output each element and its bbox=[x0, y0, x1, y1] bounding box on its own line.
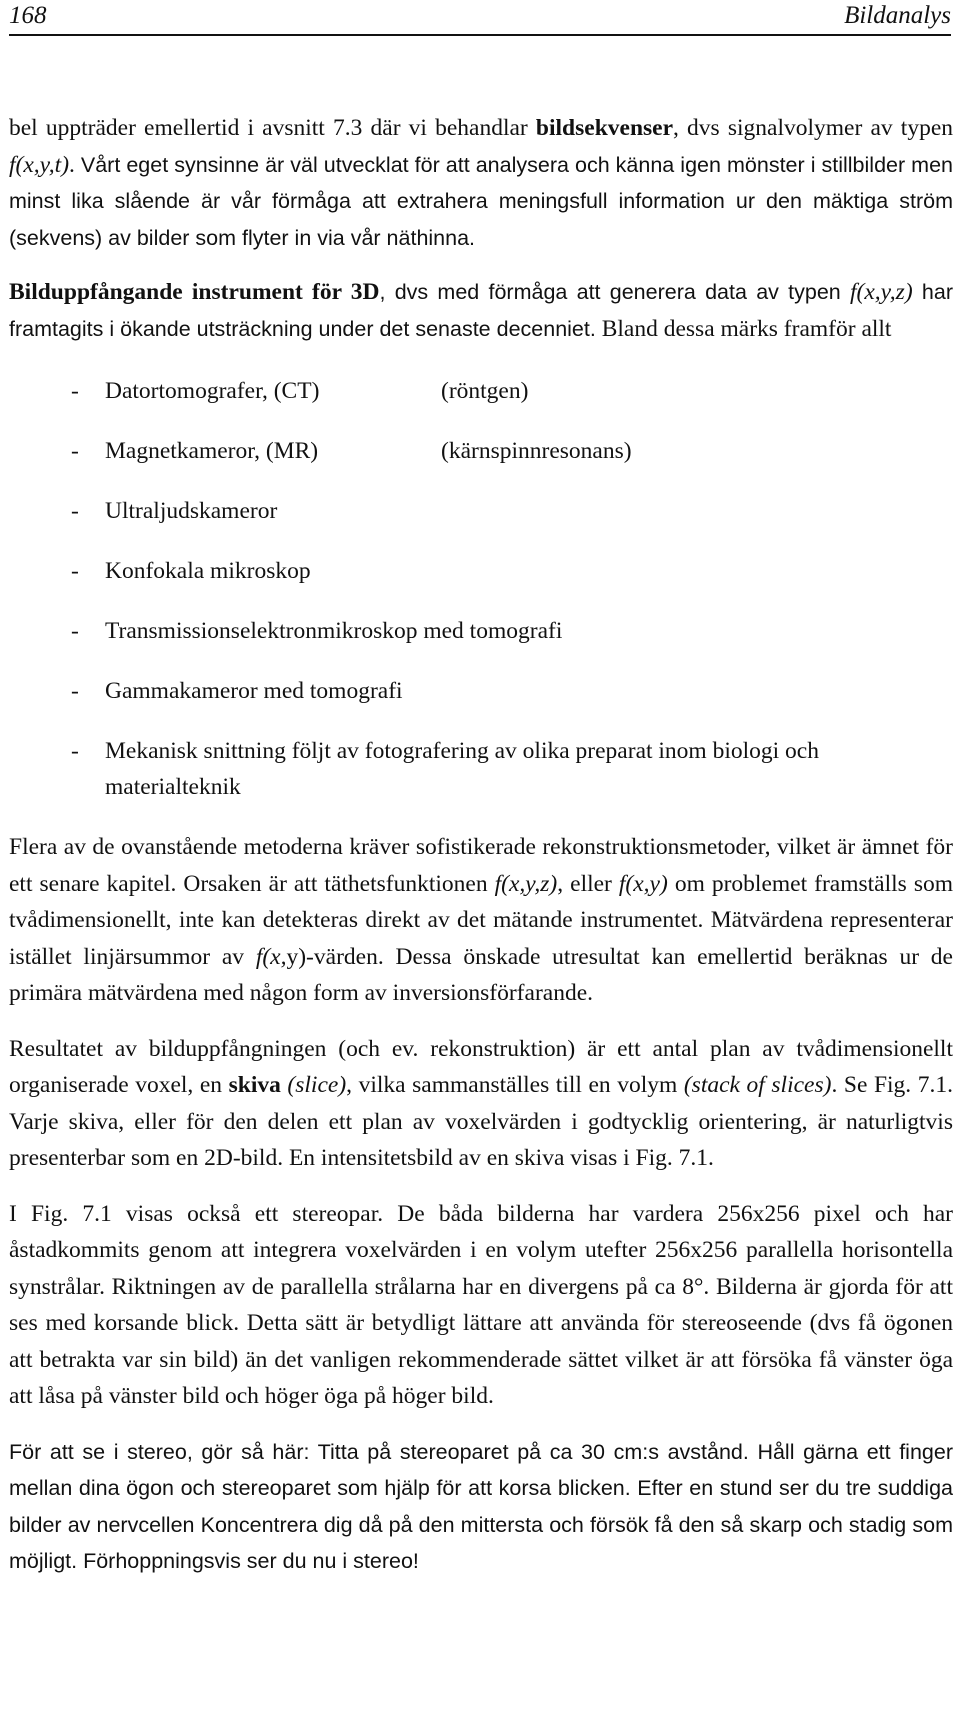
page-body bbox=[9, 110, 953, 1580]
list-item bbox=[9, 613, 953, 649]
list-item-name: Transmissionselektronmikroskop med tomografi bbox=[105, 618, 563, 644]
list-item-note: (kärnspinnresonans) bbox=[441, 438, 632, 464]
list-item-name: Mekanisk snittning följt av fotografering av olika preparat inom biologi och materialteknik bbox=[105, 738, 819, 800]
list-item bbox=[9, 433, 953, 469]
list-item bbox=[9, 673, 953, 709]
term-bildsekvenser: bildsekvenser bbox=[535, 115, 674, 141]
list-dash: - bbox=[71, 378, 79, 404]
instrument-list bbox=[9, 373, 953, 805]
list-dash: - bbox=[71, 618, 79, 644]
list-item bbox=[9, 493, 953, 529]
text-run: , dvs signalvolymer av typen bbox=[673, 115, 954, 141]
formula-fxyz: f(x,y,z) bbox=[494, 870, 558, 897]
list-item-name: Gammakameror med tomografi bbox=[105, 678, 403, 704]
term-3d-instruments: Bilduppfångande instrument för 3D bbox=[9, 279, 380, 305]
list-item-name: Magnetkameror, (MR) bbox=[105, 438, 319, 464]
text-run: bel uppträder emellertid i avsnitt 7.3 där vi behandlar bbox=[9, 115, 536, 141]
paragraph-reconstruction bbox=[9, 829, 953, 1012]
list-dash: - bbox=[71, 558, 79, 584]
formula-fxyz: f(x,y,z) bbox=[850, 279, 913, 305]
paragraph-3d-instruments bbox=[9, 274, 953, 347]
page-number: 168 bbox=[9, 2, 47, 29]
list-item-name: Konfokala mikroskop bbox=[105, 558, 311, 584]
text-run: , vilka sammanställes till en volym bbox=[346, 1072, 684, 1098]
term-skiva: skiva bbox=[228, 1072, 281, 1098]
text-run: Flera av de ovanstående metoderna kräver sofistikerade rekonstruktionsmetoder, vilket är ämnet för ett senare kapitel. Orsaken är att täthetsfunktionen bbox=[9, 834, 953, 897]
list-item bbox=[9, 373, 953, 409]
list-item-name: Datortomografer, (CT) bbox=[105, 378, 320, 404]
list-dash: - bbox=[71, 498, 79, 524]
text-run: , eller bbox=[557, 870, 619, 897]
formula-fx: f(x, bbox=[255, 943, 287, 970]
list-item-note: (röntgen) bbox=[441, 378, 529, 404]
running-title: Bildanalys bbox=[844, 2, 951, 29]
term-stack-of-slices: (stack of slices) bbox=[683, 1072, 832, 1098]
paragraph-sequences bbox=[9, 110, 953, 256]
running-header bbox=[9, 0, 951, 36]
formula-fxy: f(x,y) bbox=[618, 870, 668, 897]
list-item-name: Ultraljudskameror bbox=[105, 498, 278, 524]
paragraph-stereo-instructions: För att se i stereo, gör så här: Titta på stereoparet på ca 30 cm:s avstånd. Håll gärna ett finger mellan dina ögon och stereoparet som hjälp för att korsa blicken. Efter en stund ser du tre suddiga bilder av nervcellen Koncentrera dig då på den mittersta och försök få den så skarp och stadig som möjligt. Förhoppningsvis ser du nu i stereo! bbox=[9, 1439, 953, 1573]
list-dash: - bbox=[71, 738, 79, 764]
paragraph-stereo-pair: I Fig. 7.1 visas också ett stereopar. De båda bilderna har vardera 256x256 pixel och har åstadkommits genom att integrera voxelvärden i en volym utefter 256x256 parallella horisontella synstrålar. Riktningen av de parallella strålarna har en divergens på ca 8°. Bilderna är gjorda för att ses med korsande blick. Detta sätt är betydligt lättare att använda för stereoseende (dvs få ögonen att betrakta var sin bild) än det vanligen rekommenderade sättet vilket är att försöka få vänster öga att låsa på vänster bild och höger öga på höger bild. bbox=[9, 1200, 953, 1409]
text-run: y)-värden. Dessa önskade utresultat kan emellertid beräknas ur de primära mätvärdena med någon form av inversionsförfarande. bbox=[9, 943, 953, 1006]
term-slice: (slice) bbox=[280, 1072, 347, 1098]
text-run: om problemet framställs som tvådimensionellt, inte kan detekteras direkt av det mätande instrumentet. Mätvärdena representerar istället linjärsummor av bbox=[9, 870, 953, 970]
text-run: Bland dessa märks framför allt bbox=[595, 315, 892, 342]
text-run: . bbox=[69, 151, 81, 178]
list-item bbox=[9, 553, 953, 589]
text-run: har framtagits i ökande utsträckning under det senaste decenniet. bbox=[9, 280, 953, 341]
text-run: . Se Fig. 7.1. Varje skiva, eller för den delen ett plan av voxelvärden i godtycklig orientering, är naturligtvis presenterbar som en 2D-bild. En intensitetsbild av en skiva visas i Fig. 7.1. bbox=[9, 1072, 953, 1171]
formula-fxyt: f(x,y,t) bbox=[9, 151, 70, 178]
text-run: , dvs med förmåga att generera data av typen bbox=[379, 280, 851, 304]
text-run: Vårt eget synsinne är väl utvecklat för att analysera och känna igen mönster i stillbilder men minst lika slående är vår förmåga att extrahera meningsfull information ur den mäktiga ström (sekvens) av bilder som flyter in via vår näthinna. bbox=[9, 152, 954, 250]
paragraph-slices bbox=[9, 1031, 953, 1177]
list-item bbox=[9, 733, 953, 805]
list-dash: - bbox=[71, 678, 79, 704]
text-run: Resultatet av bilduppfångningen (och ev. rekonstruktion) är ett antal plan av tvådimensionellt organiserade voxel, en bbox=[9, 1035, 953, 1098]
list-dash: - bbox=[71, 438, 79, 464]
